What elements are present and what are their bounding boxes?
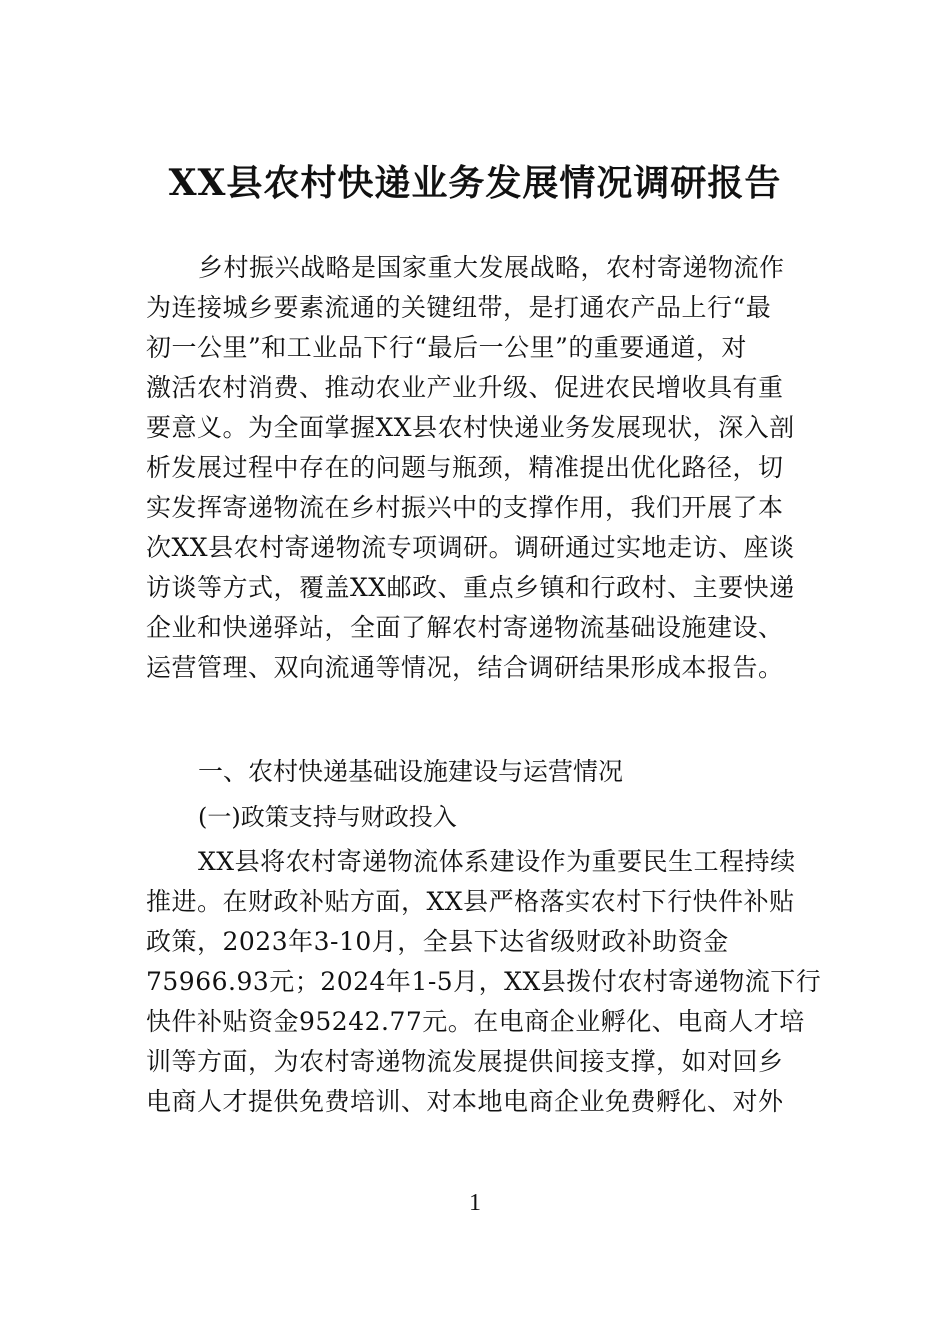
paragraph-line: 激活农村消费、推动农业产业升级、促进农民增收具有重 xyxy=(146,373,784,402)
paragraph-line: 次XX县农村寄递物流专项调研。调研通过实地走访、座谈 xyxy=(146,533,795,562)
paragraph-line: 政策，2023年3-10月，全县下达省级财政补助资金 xyxy=(146,927,729,956)
paragraph-line: 快件补贴资金95242.77元。在电商企业孵化、电商人才培 xyxy=(146,1007,805,1036)
paragraph-line: 实发挥寄递物流在乡村振兴中的支撑作用，我们开展了本 xyxy=(146,493,784,522)
paragraph-line: XX县将农村寄递物流体系建设作为重要民生工程持续 xyxy=(198,847,796,876)
paragraph-line: 企业和快递驿站，全面了解农村寄递物流基础设施建设、 xyxy=(146,613,784,642)
paragraph-line: 训等方面，为农村寄递物流发展提供间接支撑，如对回乡 xyxy=(146,1047,784,1076)
document-title: XX县农村快递业务发展情况调研报告 xyxy=(168,162,782,204)
paragraph-line: 要意义。为全面掌握XX县农村快递业务发展现状，深入剖 xyxy=(146,413,795,442)
paragraph-line: 电商人才提供免费培训、对本地电商企业免费孵化、对外 xyxy=(146,1087,784,1116)
paragraph-line: 运营管理、双向流通等情况，结合调研结果形成本报告。 xyxy=(146,653,784,682)
section-paragraph xyxy=(146,842,822,1122)
paragraph-line: 析发展过程中存在的问题与瓶颈，精准提出优化路径，切 xyxy=(146,453,784,482)
page-number: 1 xyxy=(469,1190,481,1216)
paragraph-line: 访谈等方式，覆盖XX邮政、重点乡镇和行政村、主要快递 xyxy=(146,573,795,602)
paragraph-line: 初一公里”和工业品下行“最后一公里”的重要通道，对 xyxy=(146,333,747,362)
section-heading-2: (一)政策支持与财政投入 xyxy=(198,803,457,831)
section-heading-1: 一、农村快递基础设施建设与运营情况 xyxy=(198,757,624,786)
paragraph-line: 乡村振兴战略是国家重大发展战略，农村寄递物流作 xyxy=(198,253,785,282)
paragraph-line: 为连接城乡要素流通的关键纽带，是打通农产品上行“最 xyxy=(146,293,772,322)
paragraph-line: 75966.93元；2024年1-5月，XX县拨付农村寄递物流下行 xyxy=(146,967,822,996)
intro-paragraph xyxy=(146,248,804,688)
paragraph-line: 推进。在财政补贴方面，XX县严格落实农村下行快件补贴 xyxy=(146,887,795,916)
